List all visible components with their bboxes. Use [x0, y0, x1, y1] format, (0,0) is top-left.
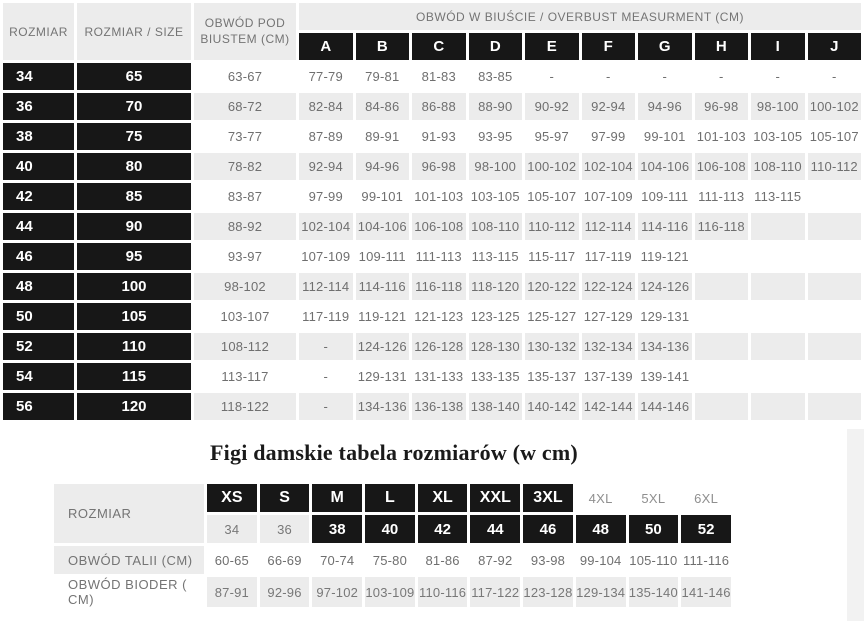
panty-sizes-row	[54, 484, 731, 512]
bra-table-row	[3, 153, 861, 180]
overbust-measurement-cell: 98-100	[469, 153, 523, 180]
overbust-measurement-cell: 128-130	[469, 333, 523, 360]
panty-size-header: 4XL	[576, 484, 626, 512]
underbust-size-cell: 95	[77, 243, 191, 270]
waist-measurement-cell: 111-116	[681, 546, 731, 574]
overbust-measurement-cell	[808, 213, 862, 240]
overbust-measurement-cell: 82-84	[299, 93, 353, 120]
overbust-measurement-cell: 106-108	[412, 213, 466, 240]
overbust-group-header: OBWÓD W BIUŚCIE / OVERBUST MEASURMENT (CM)	[299, 3, 861, 30]
overbust-measurement-cell: 86-88	[412, 93, 466, 120]
hips-row-label: OBWÓD BIODER ( CM)	[54, 577, 204, 607]
overbust-measurement-cell: -	[808, 63, 862, 90]
waist-measurement-cell: 60-65	[207, 546, 257, 574]
overbust-measurement-cell	[695, 333, 749, 360]
panty-size-number: 38	[312, 515, 362, 543]
underbust-range-cell: 88-92	[194, 213, 296, 240]
overbust-measurement-cell	[751, 273, 805, 300]
page-background-strip	[847, 429, 864, 621]
overbust-measurement-cell: 102-104	[582, 153, 636, 180]
size-cell: 54	[3, 363, 74, 390]
panty-size-number: 34	[207, 515, 257, 543]
overbust-measurement-cell	[695, 273, 749, 300]
underbust-range-cell: 103-107	[194, 303, 296, 330]
overbust-measurement-cell: 117-119	[299, 303, 353, 330]
overbust-measurement-cell: 88-90	[469, 93, 523, 120]
overbust-measurement-cell: 124-126	[638, 273, 692, 300]
overbust-measurement-cell: 95-97	[525, 123, 579, 150]
overbust-measurement-cell: 99-101	[638, 123, 692, 150]
hips-row	[54, 577, 731, 607]
bra-table-row	[3, 63, 861, 90]
overbust-measurement-cell: 115-117	[525, 243, 579, 270]
underbust-range-cell: 93-97	[194, 243, 296, 270]
waist-row	[54, 546, 731, 574]
underbust-size-cell: 105	[77, 303, 191, 330]
underbust-size-cell: 110	[77, 333, 191, 360]
panty-size-number: 46	[523, 515, 573, 543]
waist-measurement-cell: 105-110	[629, 546, 679, 574]
overbust-measurement-cell: 102-104	[299, 213, 353, 240]
overbust-measurement-cell: 129-131	[638, 303, 692, 330]
bra-table-row	[3, 213, 861, 240]
cup-column-header: G	[638, 33, 692, 60]
cup-column-header: C	[412, 33, 466, 60]
overbust-measurement-cell: 94-96	[356, 153, 410, 180]
rozmiar-size-column-header: ROZMIAR / SIZE	[77, 3, 191, 60]
overbust-measurement-cell: 144-146	[638, 393, 692, 420]
panty-size-header: S	[260, 484, 310, 512]
overbust-measurement-cell: 132-134	[582, 333, 636, 360]
overbust-measurement-cell: 119-121	[638, 243, 692, 270]
size-cell: 50	[3, 303, 74, 330]
overbust-measurement-cell	[695, 303, 749, 330]
overbust-measurement-cell: 87-89	[299, 123, 353, 150]
underbust-range-cell: 63-67	[194, 63, 296, 90]
overbust-measurement-cell: -	[299, 393, 353, 420]
underbust-range-cell: 68-72	[194, 93, 296, 120]
overbust-measurement-cell: 91-93	[412, 123, 466, 150]
underbust-range-cell: 83-87	[194, 183, 296, 210]
bra-table-row	[3, 93, 861, 120]
overbust-measurement-cell: 97-99	[299, 183, 353, 210]
underbust-range-cell: 73-77	[194, 123, 296, 150]
hips-measurement-cell: 141-146	[681, 577, 731, 607]
overbust-measurement-cell: 83-85	[469, 63, 523, 90]
overbust-measurement-cell	[808, 333, 862, 360]
overbust-measurement-cell: 134-136	[638, 333, 692, 360]
underbust-range-cell: 118-122	[194, 393, 296, 420]
panty-size-header: 6XL	[681, 484, 731, 512]
overbust-measurement-cell: 113-115	[469, 243, 523, 270]
underbust-size-cell: 75	[77, 123, 191, 150]
overbust-measurement-cell: 99-101	[356, 183, 410, 210]
overbust-measurement-cell: -	[525, 63, 579, 90]
overbust-measurement-cell: 96-98	[695, 93, 749, 120]
panty-size-header: XXL	[470, 484, 520, 512]
overbust-measurement-cell	[695, 363, 749, 390]
overbust-measurement-cell: 139-141	[638, 363, 692, 390]
size-cell: 48	[3, 273, 74, 300]
overbust-measurement-cell: 130-132	[525, 333, 579, 360]
overbust-measurement-cell: 106-108	[695, 153, 749, 180]
overbust-measurement-cell	[808, 273, 862, 300]
overbust-measurement-cell	[695, 243, 749, 270]
size-cell: 44	[3, 213, 74, 240]
overbust-measurement-cell: 94-96	[638, 93, 692, 120]
panty-size-number: 40	[365, 515, 415, 543]
overbust-measurement-cell	[808, 303, 862, 330]
overbust-measurement-cell: 100-102	[525, 153, 579, 180]
overbust-measurement-cell: 122-124	[582, 273, 636, 300]
cup-column-header: J	[808, 33, 862, 60]
panties-table-heading: Figi damskie tabela rozmiarów (w cm)	[210, 440, 578, 465]
panties-table-wrap	[51, 481, 864, 610]
overbust-measurement-cell: 133-135	[469, 363, 523, 390]
overbust-measurement-cell	[751, 393, 805, 420]
panty-size-number: 50	[629, 515, 679, 543]
panty-size-header: XL	[418, 484, 468, 512]
underbust-size-cell: 120	[77, 393, 191, 420]
underbust-range-cell: 108-112	[194, 333, 296, 360]
overbust-measurement-cell: 100-102	[808, 93, 862, 120]
cup-column-header: F	[582, 33, 636, 60]
overbust-measurement-cell: 118-120	[469, 273, 523, 300]
panties-size-table	[51, 481, 734, 610]
overbust-measurement-cell: 111-113	[412, 243, 466, 270]
cup-column-header: D	[469, 33, 523, 60]
bra-table-row	[3, 273, 861, 300]
overbust-measurement-cell	[751, 333, 805, 360]
overbust-measurement-cell: 105-107	[808, 123, 862, 150]
size-cell: 46	[3, 243, 74, 270]
bra-table-row	[3, 243, 861, 270]
overbust-measurement-cell: 126-128	[412, 333, 466, 360]
panty-size-header: 3XL	[523, 484, 573, 512]
overbust-measurement-cell: 121-123	[412, 303, 466, 330]
underbust-size-cell: 100	[77, 273, 191, 300]
overbust-measurement-cell	[695, 393, 749, 420]
overbust-measurement-cell: 110-112	[808, 153, 862, 180]
overbust-measurement-cell: 124-126	[356, 333, 410, 360]
overbust-measurement-cell: 90-92	[525, 93, 579, 120]
hips-measurement-cell: 110-116	[418, 577, 468, 607]
size-cell: 40	[3, 153, 74, 180]
overbust-measurement-cell	[808, 243, 862, 270]
hips-measurement-cell: 135-140	[629, 577, 679, 607]
overbust-measurement-cell: 108-110	[751, 153, 805, 180]
overbust-measurement-cell: 119-121	[356, 303, 410, 330]
waist-measurement-cell: 87-92	[470, 546, 520, 574]
panty-size-header: M	[312, 484, 362, 512]
overbust-measurement-cell: 107-109	[299, 243, 353, 270]
bra-table-row	[3, 123, 861, 150]
size-cell: 36	[3, 93, 74, 120]
overbust-measurement-cell: -	[638, 63, 692, 90]
overbust-measurement-cell: 79-81	[356, 63, 410, 90]
size-cell: 52	[3, 333, 74, 360]
waist-measurement-cell: 93-98	[523, 546, 573, 574]
underbust-range-cell: 98-102	[194, 273, 296, 300]
overbust-measurement-cell: 81-83	[412, 63, 466, 90]
cup-column-header: A	[299, 33, 353, 60]
bra-table-header-row	[3, 3, 861, 30]
panty-size-header: XS	[207, 484, 257, 512]
overbust-measurement-cell: -	[299, 363, 353, 390]
overbust-measurement-cell: 114-116	[638, 213, 692, 240]
overbust-measurement-cell	[751, 213, 805, 240]
panty-size-number: 36	[260, 515, 310, 543]
waist-measurement-cell: 66-69	[260, 546, 310, 574]
overbust-measurement-cell: 112-114	[582, 213, 636, 240]
overbust-measurement-cell: 92-94	[582, 93, 636, 120]
overbust-measurement-cell: 129-131	[356, 363, 410, 390]
overbust-measurement-cell: 114-116	[356, 273, 410, 300]
cup-column-header: H	[695, 33, 749, 60]
overbust-measurement-cell: 116-118	[695, 213, 749, 240]
overbust-measurement-cell: 103-105	[751, 123, 805, 150]
panty-size-number: 44	[470, 515, 520, 543]
overbust-measurement-cell: 117-119	[582, 243, 636, 270]
panty-size-number: 52	[681, 515, 731, 543]
underbust-size-cell: 80	[77, 153, 191, 180]
overbust-measurement-cell: 111-113	[695, 183, 749, 210]
waist-measurement-cell: 70-74	[312, 546, 362, 574]
hips-measurement-cell: 97-102	[312, 577, 362, 607]
rozmiar-row-label: ROZMIAR	[54, 484, 204, 543]
bra-table-row	[3, 363, 861, 390]
overbust-measurement-cell: 110-112	[525, 213, 579, 240]
hips-measurement-cell: 103-109	[365, 577, 415, 607]
overbust-measurement-cell: 120-122	[525, 273, 579, 300]
overbust-measurement-cell: 92-94	[299, 153, 353, 180]
hips-measurement-cell: 123-128	[523, 577, 573, 607]
panty-size-number: 42	[418, 515, 468, 543]
underbust-column-header: OBWÓD POD BIUSTEM (CM)	[194, 3, 296, 60]
bra-table-row	[3, 183, 861, 210]
cup-column-header: I	[751, 33, 805, 60]
overbust-measurement-cell: 112-114	[299, 273, 353, 300]
overbust-measurement-cell: 140-142	[525, 393, 579, 420]
overbust-measurement-cell: 98-100	[751, 93, 805, 120]
overbust-measurement-cell: 113-115	[751, 183, 805, 210]
cup-column-header: B	[356, 33, 410, 60]
underbust-size-cell: 85	[77, 183, 191, 210]
overbust-measurement-cell: 136-138	[412, 393, 466, 420]
overbust-measurement-cell: 93-95	[469, 123, 523, 150]
bra-table-row	[3, 303, 861, 330]
overbust-measurement-cell: 125-127	[525, 303, 579, 330]
overbust-measurement-cell: 97-99	[582, 123, 636, 150]
waist-measurement-cell: 81-86	[418, 546, 468, 574]
overbust-measurement-cell: 138-140	[469, 393, 523, 420]
overbust-measurement-cell: 123-125	[469, 303, 523, 330]
overbust-measurement-cell	[808, 393, 862, 420]
overbust-measurement-cell: 109-111	[356, 243, 410, 270]
underbust-size-cell: 90	[77, 213, 191, 240]
waist-row-label: OBWÓD TALII (CM)	[54, 546, 204, 574]
hips-measurement-cell: 92-96	[260, 577, 310, 607]
overbust-measurement-cell	[751, 303, 805, 330]
hips-measurement-cell: 129-134	[576, 577, 626, 607]
waist-measurement-cell: 75-80	[365, 546, 415, 574]
size-cell: 38	[3, 123, 74, 150]
hips-measurement-cell: 117-122	[470, 577, 520, 607]
overbust-measurement-cell: 134-136	[356, 393, 410, 420]
waist-measurement-cell: 99-104	[576, 546, 626, 574]
overbust-measurement-cell: 96-98	[412, 153, 466, 180]
cup-column-header: E	[525, 33, 579, 60]
underbust-size-cell: 115	[77, 363, 191, 390]
overbust-measurement-cell: 131-133	[412, 363, 466, 390]
overbust-measurement-cell: 103-105	[469, 183, 523, 210]
overbust-measurement-cell: -	[582, 63, 636, 90]
overbust-measurement-cell: 101-103	[412, 183, 466, 210]
overbust-measurement-cell: 105-107	[525, 183, 579, 210]
overbust-measurement-cell	[808, 363, 862, 390]
overbust-measurement-cell: 104-106	[638, 153, 692, 180]
overbust-measurement-cell: 127-129	[582, 303, 636, 330]
overbust-measurement-cell: 108-110	[469, 213, 523, 240]
overbust-measurement-cell: 137-139	[582, 363, 636, 390]
hips-measurement-cell: 87-91	[207, 577, 257, 607]
overbust-measurement-cell	[808, 183, 862, 210]
underbust-range-cell: 78-82	[194, 153, 296, 180]
overbust-measurement-cell: 109-111	[638, 183, 692, 210]
overbust-measurement-cell: 89-91	[356, 123, 410, 150]
overbust-measurement-cell	[751, 243, 805, 270]
panty-size-header: L	[365, 484, 415, 512]
rozmiar-column-header: ROZMIAR	[3, 3, 74, 60]
panty-size-header: 5XL	[629, 484, 679, 512]
size-cell: 42	[3, 183, 74, 210]
overbust-measurement-cell: 101-103	[695, 123, 749, 150]
underbust-size-cell: 70	[77, 93, 191, 120]
bra-table-row	[3, 333, 861, 360]
overbust-measurement-cell: 77-79	[299, 63, 353, 90]
overbust-measurement-cell: 104-106	[356, 213, 410, 240]
size-cell: 56	[3, 393, 74, 420]
underbust-size-cell: 65	[77, 63, 191, 90]
bra-table-row	[3, 393, 861, 420]
underbust-range-cell: 113-117	[194, 363, 296, 390]
overbust-measurement-cell: 142-144	[582, 393, 636, 420]
overbust-measurement-cell: 116-118	[412, 273, 466, 300]
size-cell: 34	[3, 63, 74, 90]
overbust-measurement-cell: 135-137	[525, 363, 579, 390]
panty-size-number: 48	[576, 515, 626, 543]
overbust-measurement-cell: -	[695, 63, 749, 90]
overbust-measurement-cell: 84-86	[356, 93, 410, 120]
overbust-measurement-cell: 107-109	[582, 183, 636, 210]
overbust-measurement-cell: -	[751, 63, 805, 90]
overbust-measurement-cell: -	[299, 333, 353, 360]
overbust-measurement-cell	[751, 363, 805, 390]
